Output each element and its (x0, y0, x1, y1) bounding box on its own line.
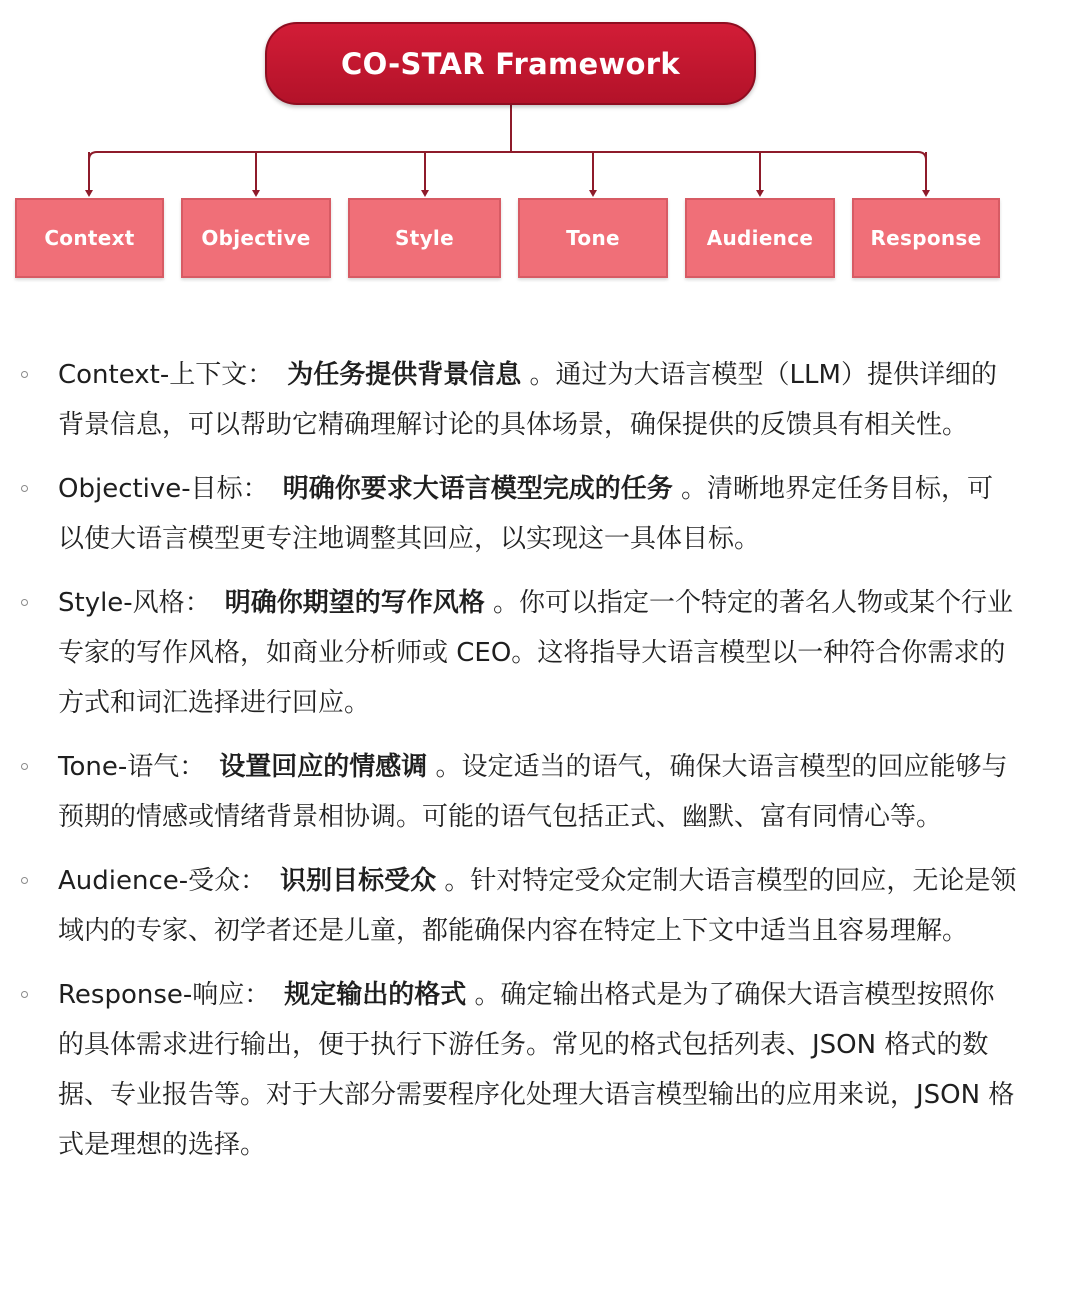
list-item-response (0, 970, 1080, 1170)
arrowhead-icon (252, 190, 260, 197)
item-description: 。确定输出格式是为了确保大语言模型按照你的具体需求进行输出，便于执行下游任务。常见的格式包括列表、JSON 格式的数据、专业报告等。对于大部分需要程序化处理大语言模型输出的应用来说，JSON 格式是理想的选择。 (58, 980, 1015, 1160)
list-item-style (0, 578, 1080, 728)
item-separator: ： (242, 474, 269, 504)
item-summary: 识别目标受众 (280, 866, 437, 896)
bullet-icon (21, 763, 28, 770)
arrowhead-icon (421, 190, 429, 197)
node-label: Response (870, 226, 982, 250)
node-label: Style (395, 226, 454, 250)
item-summary: 明确你期望的写作风格 (224, 588, 485, 618)
list-item-context (0, 350, 1080, 450)
list-item-tone (0, 742, 1080, 842)
item-term: Style-风格 (58, 588, 185, 618)
root-label: CO-STAR Framework (341, 46, 680, 81)
arrowhead-icon (589, 190, 597, 197)
node-style (348, 198, 501, 278)
item-separator: ： (179, 752, 206, 782)
arrowhead-icon (85, 190, 93, 197)
item-description: 。清晰地界定任务目标，可以使大语言模型更专注地调整其回应，以实现这一具体目标。 (58, 474, 993, 554)
list-item-objective (0, 464, 1080, 564)
root-node (265, 22, 756, 105)
bullet-icon (21, 371, 28, 378)
node-context (15, 198, 164, 278)
item-term: Response-响应 (58, 980, 245, 1010)
node-tone (518, 198, 668, 278)
item-summary: 设置回应的情感调 (219, 752, 428, 782)
item-term: Objective-目标 (58, 474, 243, 504)
item-term: Tone-语气 (58, 752, 180, 782)
item-description: 。针对特定受众定制大语言模型的回应，无论是领域内的专家、初学者还是儿童，都能确保内容在特定上下文中适当且容易理解。 (58, 866, 1017, 946)
item-separator: ： (247, 360, 274, 390)
horizontal-connector-line (89, 152, 926, 160)
item-summary: 明确你要求大语言模型完成的任务 (282, 474, 673, 504)
node-response (852, 198, 1000, 278)
bullet-icon (21, 599, 28, 606)
item-separator: ： (184, 588, 211, 618)
node-audience (685, 198, 835, 278)
item-description: 。通过为大语言模型（LLM）提供详细的背景信息，可以帮助它精确理解讨论的具体场景，确保提供的反馈具有相关性。 (58, 360, 997, 440)
arrowhead-icon (756, 190, 764, 197)
node-label: Objective (201, 226, 311, 250)
node-label: Context (44, 226, 135, 250)
item-term: Audience-受众 (58, 866, 241, 896)
item-separator: ： (240, 866, 267, 896)
item-summary: 规定输出的格式 (284, 980, 467, 1010)
item-separator: ： (244, 980, 271, 1010)
node-label: Tone (566, 226, 620, 250)
node-label: Audience (706, 226, 814, 250)
arrowhead-icon (922, 190, 930, 197)
framework-diagram (0, 0, 1080, 300)
item-summary: 为任务提供背景信息 (287, 360, 522, 390)
bullet-icon (21, 485, 28, 492)
item-description: 。设定适当的语气，确保大语言模型的回应能够与预期的情感或情绪背景相协调。可能的语气包括正式、幽默、富有同情心等。 (58, 752, 1008, 832)
bullet-icon (21, 991, 28, 998)
node-objective (181, 198, 331, 278)
bullet-icon (21, 877, 28, 884)
item-description: 。你可以指定一个特定的著名人物或某个行业专家的写作风格，如商业分析师或 CEO。这将指导大语言模型以一种符合你需求的方式和词汇选择进行回应。 (58, 588, 1013, 718)
description-list (0, 350, 1080, 1184)
item-term: Context-上下文 (58, 360, 248, 390)
list-item-audience (0, 856, 1080, 956)
